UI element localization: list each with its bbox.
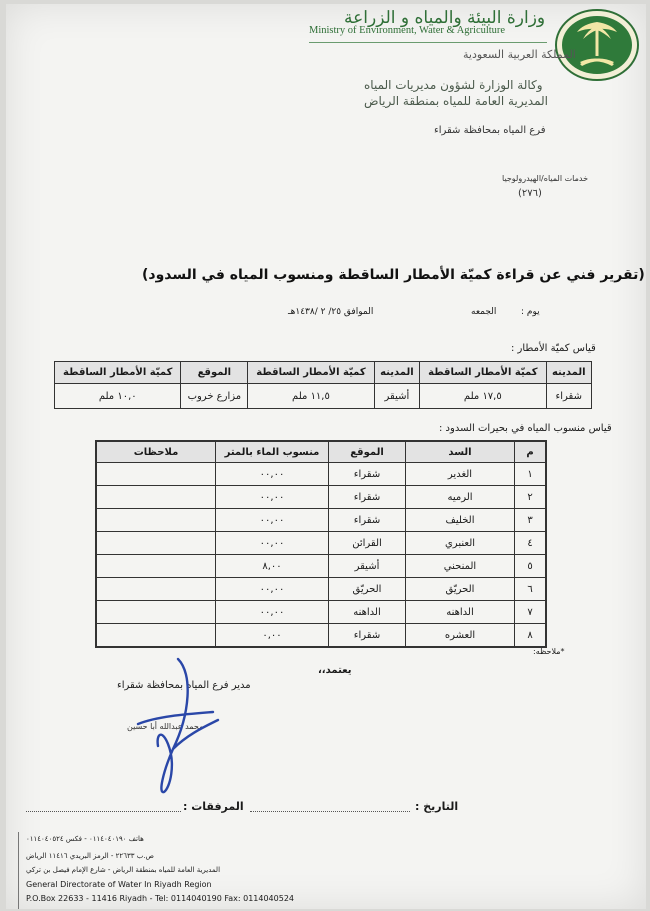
table-cell: ٠٠,٠٠ xyxy=(216,532,329,555)
table-cell xyxy=(96,624,216,648)
day-value: الجمعه xyxy=(471,307,497,317)
table-row xyxy=(55,384,592,409)
rain-section-title: قياس كميّة الأمطار : xyxy=(511,343,596,354)
table-header-cell: السد xyxy=(406,441,515,463)
table-cell: شقراء xyxy=(329,509,406,532)
table-cell: ٠,٠٠ xyxy=(216,624,329,648)
table-cell xyxy=(96,532,216,555)
handwritten-signature-icon xyxy=(118,654,238,804)
footer-org-en: General Directorate of Water In Riyadh Region xyxy=(26,880,212,889)
table-cell xyxy=(96,601,216,624)
table-cell: أشيقر xyxy=(329,555,406,578)
table-header-cell: المدينه xyxy=(374,362,419,384)
table-cell: ٠٠,٠٠ xyxy=(216,601,329,624)
table-cell: ٥ xyxy=(515,555,547,578)
footer-pobox-ar: ص.ب ٢٢٦٣٣ - الرمز البريدي ١١٤١٦ الرياض xyxy=(26,852,154,860)
table-cell: ٦ xyxy=(515,578,547,601)
table-cell: الداهنه xyxy=(406,601,515,624)
table-header-cell: المدينه xyxy=(546,362,591,384)
reference-number: (٢٧٦) xyxy=(518,188,542,199)
dams-section-title: قياس منسوب المياه في بحيرات السدود : xyxy=(439,423,612,434)
table-cell: الخليف xyxy=(406,509,515,532)
table-row xyxy=(96,532,546,555)
table-cell: الحريّق xyxy=(329,578,406,601)
table-row xyxy=(96,463,546,486)
table-cell: القرائن xyxy=(329,532,406,555)
ministry-name-arabic: وزارة البيئة والمياه و الزراعة xyxy=(344,8,546,28)
ministry-name-english: Ministry of Environment, Water & Agriculture xyxy=(309,25,506,36)
manager-title: مدير فرع المياه بمحافظة شقراء xyxy=(117,680,251,691)
table-header-cell: كميّة الأمطار الساقطة xyxy=(55,362,181,384)
footer-address-ar: المديرية العامة للمياه بمنطقة الرياض - شارع الإمام فيصل بن تركي xyxy=(26,866,221,874)
rainfall-table xyxy=(54,361,592,409)
manager-name: محمد عبدالله أبا حسين xyxy=(127,722,204,731)
table-cell xyxy=(96,463,216,486)
table-row xyxy=(96,486,546,509)
table-cell: شقراء xyxy=(329,486,406,509)
agency-line-1: وكالة الوزارة لشؤون مديريات المياه xyxy=(364,78,543,92)
ministry-emblem-icon xyxy=(554,8,640,82)
table-cell: ٨,٠٠ xyxy=(216,555,329,578)
table-cell: الغدير xyxy=(406,463,515,486)
attachments-field-label: المرفقات : xyxy=(183,800,244,813)
attachments-field-line xyxy=(26,811,181,812)
branch-name: فرع المياه بمحافظة شقراء xyxy=(434,125,546,136)
table-cell: الداهنه xyxy=(329,601,406,624)
table-cell: ١ xyxy=(515,463,547,486)
table-cell: العشره xyxy=(406,624,515,648)
table-cell: الرميه xyxy=(406,486,515,509)
table-row xyxy=(96,624,546,648)
department-label: خدمات المياه/الهيدرولوجيا xyxy=(502,174,589,183)
table-row xyxy=(96,555,546,578)
table-cell xyxy=(96,486,216,509)
table-cell: أشيقر xyxy=(374,384,419,409)
table-cell: ٠٠,٠٠ xyxy=(216,486,329,509)
approval-label: يعتمد،، xyxy=(318,665,352,676)
table-cell: ٧ xyxy=(515,601,547,624)
table-cell: شقراء xyxy=(329,624,406,648)
kingdom-name: المملكة العربية السعودية xyxy=(463,48,576,61)
report-title: (تقرير فني عن قراءة كميّة الأمطار الساقطة ومنسوب المياه في السدود) xyxy=(142,267,645,283)
table-header-cell: كميّة الأمطار الساقطة xyxy=(248,362,374,384)
table-cell: مزارع خروب xyxy=(181,384,248,409)
header-divider xyxy=(309,42,547,43)
table-header-cell: ملاحظات xyxy=(96,441,216,463)
dams-table xyxy=(95,440,547,648)
day-label: يوم : xyxy=(521,307,540,317)
date-field-label: التاريخ : xyxy=(415,800,459,813)
table-row xyxy=(96,601,546,624)
table-row xyxy=(96,509,546,532)
table-cell: شقراء xyxy=(546,384,591,409)
table-cell xyxy=(96,555,216,578)
table-header-cell: منسوب الماء بالمتر xyxy=(216,441,329,463)
table-cell: ٠٠,٠٠ xyxy=(216,509,329,532)
table-header-cell: م xyxy=(515,441,547,463)
table-cell: العنبري xyxy=(406,532,515,555)
agency-line-2: المديرية العامة للمياه بمنطقة الرياض xyxy=(364,94,549,108)
table-cell: ٤ xyxy=(515,532,547,555)
document-page xyxy=(6,4,646,909)
footer-divider xyxy=(18,832,19,909)
note-label: *ملاحظه: xyxy=(533,647,565,656)
table-header-row xyxy=(96,441,546,463)
table-header-cell: الموقع xyxy=(181,362,248,384)
table-row xyxy=(96,578,546,601)
table-header-row xyxy=(55,362,592,384)
table-cell: ١٠,٠ ملم xyxy=(55,384,181,409)
table-cell: ٠٠,٠٠ xyxy=(216,463,329,486)
footer-phone: هاتف ٠١١٤٠٤٠١٩٠ - فكس ٠١١٤٠٤٠٥٢٤ xyxy=(26,835,144,843)
table-cell: ٣ xyxy=(515,509,547,532)
table-header-cell: الموقع xyxy=(329,441,406,463)
table-cell: ٨ xyxy=(515,624,547,648)
table-cell: ١٧,٥ ملم xyxy=(420,384,546,409)
table-cell: الحريّق xyxy=(406,578,515,601)
footer-contact-en: P.O.Box 22633 - 11416 Riyadh - Tel: 0114040190 Fax: 0114040524 xyxy=(26,894,294,903)
table-cell: شقراء xyxy=(329,463,406,486)
table-cell: ١١,٥ ملم xyxy=(248,384,374,409)
hijri-date: الموافق ٢٥/ ٢ /١٤٣٨هـ xyxy=(288,307,374,317)
table-cell: ٢ xyxy=(515,486,547,509)
table-cell: ٠٠,٠٠ xyxy=(216,578,329,601)
date-field-line xyxy=(250,811,410,812)
table-cell: المنحني xyxy=(406,555,515,578)
table-cell xyxy=(96,509,216,532)
table-cell xyxy=(96,578,216,601)
table-header-cell: كميّة الأمطار الساقطة xyxy=(420,362,546,384)
